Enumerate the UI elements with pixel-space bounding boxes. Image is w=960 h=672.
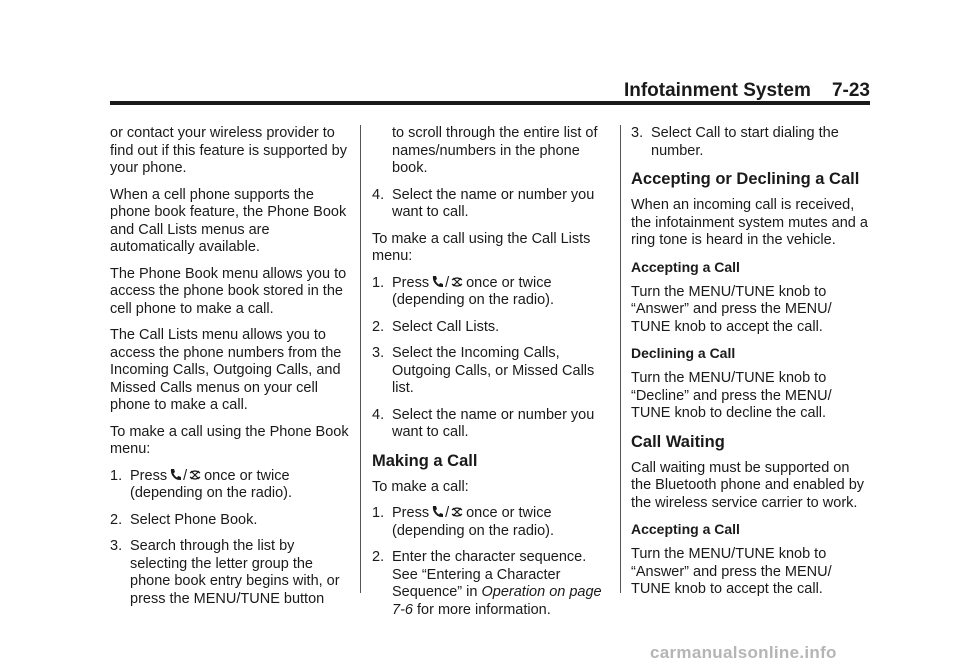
- phone-icon: [432, 505, 443, 518]
- step-text: Select the name or number you want to call.: [392, 406, 595, 440]
- header-title: [624, 80, 870, 102]
- subheading: Accepting a Call: [631, 521, 740, 537]
- step-number: 1.: [110, 467, 123, 484]
- icon-separator: /: [445, 274, 450, 291]
- step-text: Select Call to start dialing the number.: [651, 125, 839, 159]
- step-number: 1.: [372, 505, 385, 521]
- watermark: carmanualsonline.info: [650, 643, 837, 662]
- section-heading: Accepting or Declining a Call: [631, 170, 860, 188]
- step-text-part: for more information.: [417, 601, 551, 618]
- paragraph: The Phone Book menu allows you to access the phone book stored in the cell phone to make a call.: [110, 265, 347, 317]
- step-number: 3.: [110, 538, 123, 554]
- paragraph: When a cell phone supports the phone book feature, the Phone Book and Call Lists menus are automatically available.: [110, 186, 347, 255]
- phone-icon: [432, 275, 443, 288]
- cross-reference-link[interactable]: Operation on page 7-6: [392, 584, 602, 618]
- step-text: [130, 468, 350, 503]
- step-text-part: Press: [392, 505, 430, 521]
- column-divider: [620, 125, 621, 593]
- paragraph: To make a call:: [372, 478, 469, 495]
- paragraph: Turn the MENU/TUNE knob to “Answer” and press the MENU/ TUNE knob to accept the call.: [631, 546, 832, 597]
- step-text-part: (depending on the radio).: [130, 485, 293, 501]
- list-item: [372, 187, 608, 222]
- step-number: 3.: [631, 125, 644, 141]
- list-item: [110, 468, 350, 503]
- step-text: Search through the list by selecting the letter group the phone book entry begins with, or press the MENU/TUNE button: [130, 538, 340, 607]
- hang-up-icon: [189, 469, 201, 481]
- column-divider: [360, 125, 361, 593]
- step-text-part: once or twice: [466, 274, 552, 291]
- subheading: Declining a Call: [631, 345, 736, 361]
- list-item: [372, 549, 608, 619]
- list-item: [372, 275, 608, 310]
- list-item: [372, 345, 608, 398]
- hang-up-icon: [451, 506, 463, 518]
- step-text-part: once or twice: [466, 505, 552, 521]
- step-number: 2.: [372, 549, 385, 565]
- icon-separator: /: [183, 467, 188, 484]
- paragraph: The Call Lists menu allows you to access the phone numbers from the Incoming Calls, Outgoing Calls, and Missed Calls menus on your cell phone to make a call.: [110, 327, 342, 413]
- step-text-part: (depending on the radio).: [392, 522, 555, 539]
- step-continuation: to scroll through the entire list of names/numbers in the phone book.: [392, 125, 598, 176]
- list-item: [372, 407, 608, 442]
- step-number: 4.: [372, 186, 385, 203]
- section-heading: Making a Call: [372, 451, 478, 470]
- step-number: 4.: [372, 406, 385, 423]
- step-text-part: Press: [392, 274, 430, 291]
- paragraph: To make a call using the Phone Book menu:: [110, 423, 349, 457]
- header-rule: [110, 101, 870, 105]
- step-number: 2.: [110, 511, 123, 528]
- page-number: 7-23: [831, 80, 870, 101]
- step-text-part: Press: [130, 467, 168, 484]
- step-text-part: once or twice: [204, 467, 290, 484]
- column-3: [631, 125, 871, 608]
- icon-separator: /: [445, 505, 450, 521]
- step-text: [392, 505, 608, 540]
- list-item: [372, 505, 608, 540]
- column-2: [372, 125, 608, 628]
- column-1: [110, 125, 350, 617]
- step-text: [392, 275, 608, 310]
- step-text: Select Call Lists.: [392, 318, 500, 335]
- step-text: Select the name or number you want to call.: [392, 186, 595, 220]
- section-title: Infotainment System: [623, 80, 811, 101]
- step-number: 2.: [372, 318, 385, 335]
- paragraph: When an incoming call is received, the infotainment system mutes and a ring tone is heard in the vehicle.: [631, 197, 868, 248]
- phone-icon: [170, 468, 181, 481]
- step-text: Select the Incoming Calls, Outgoing Calls, or Missed Calls list.: [392, 345, 595, 396]
- paragraph: Call waiting must be supported on the Bluetooth phone and enabled by the wireless service carrier to work.: [631, 459, 865, 511]
- paragraph: Turn the MENU/TUNE knob to “Answer” and press the MENU/ TUNE knob to accept the call.: [631, 283, 832, 335]
- paragraph: or contact your wireless provider to find out if this feature is supported by your phone.: [110, 125, 347, 176]
- step-text-part: (depending on the radio).: [392, 292, 555, 308]
- step-number: 1.: [372, 274, 385, 291]
- list-item: [110, 512, 350, 530]
- list-item: [372, 319, 608, 337]
- step-text-part: Enter the character sequence. See “Entering a Character Sequence” in: [392, 549, 587, 600]
- hang-up-icon: [451, 276, 463, 288]
- paragraph: Turn the MENU/TUNE knob to “Decline” and press the MENU/ TUNE knob to decline the call.: [631, 370, 832, 421]
- section-heading: Call Waiting: [631, 432, 725, 451]
- step-text: Select Phone Book.: [130, 511, 258, 528]
- step-text: [392, 549, 608, 619]
- list-item: [631, 125, 871, 160]
- paragraph: To make a call using the Call Lists menu:: [372, 230, 591, 264]
- step-number: 3.: [372, 345, 385, 361]
- subheading: Accepting a Call: [631, 258, 740, 275]
- list-item: [110, 538, 350, 608]
